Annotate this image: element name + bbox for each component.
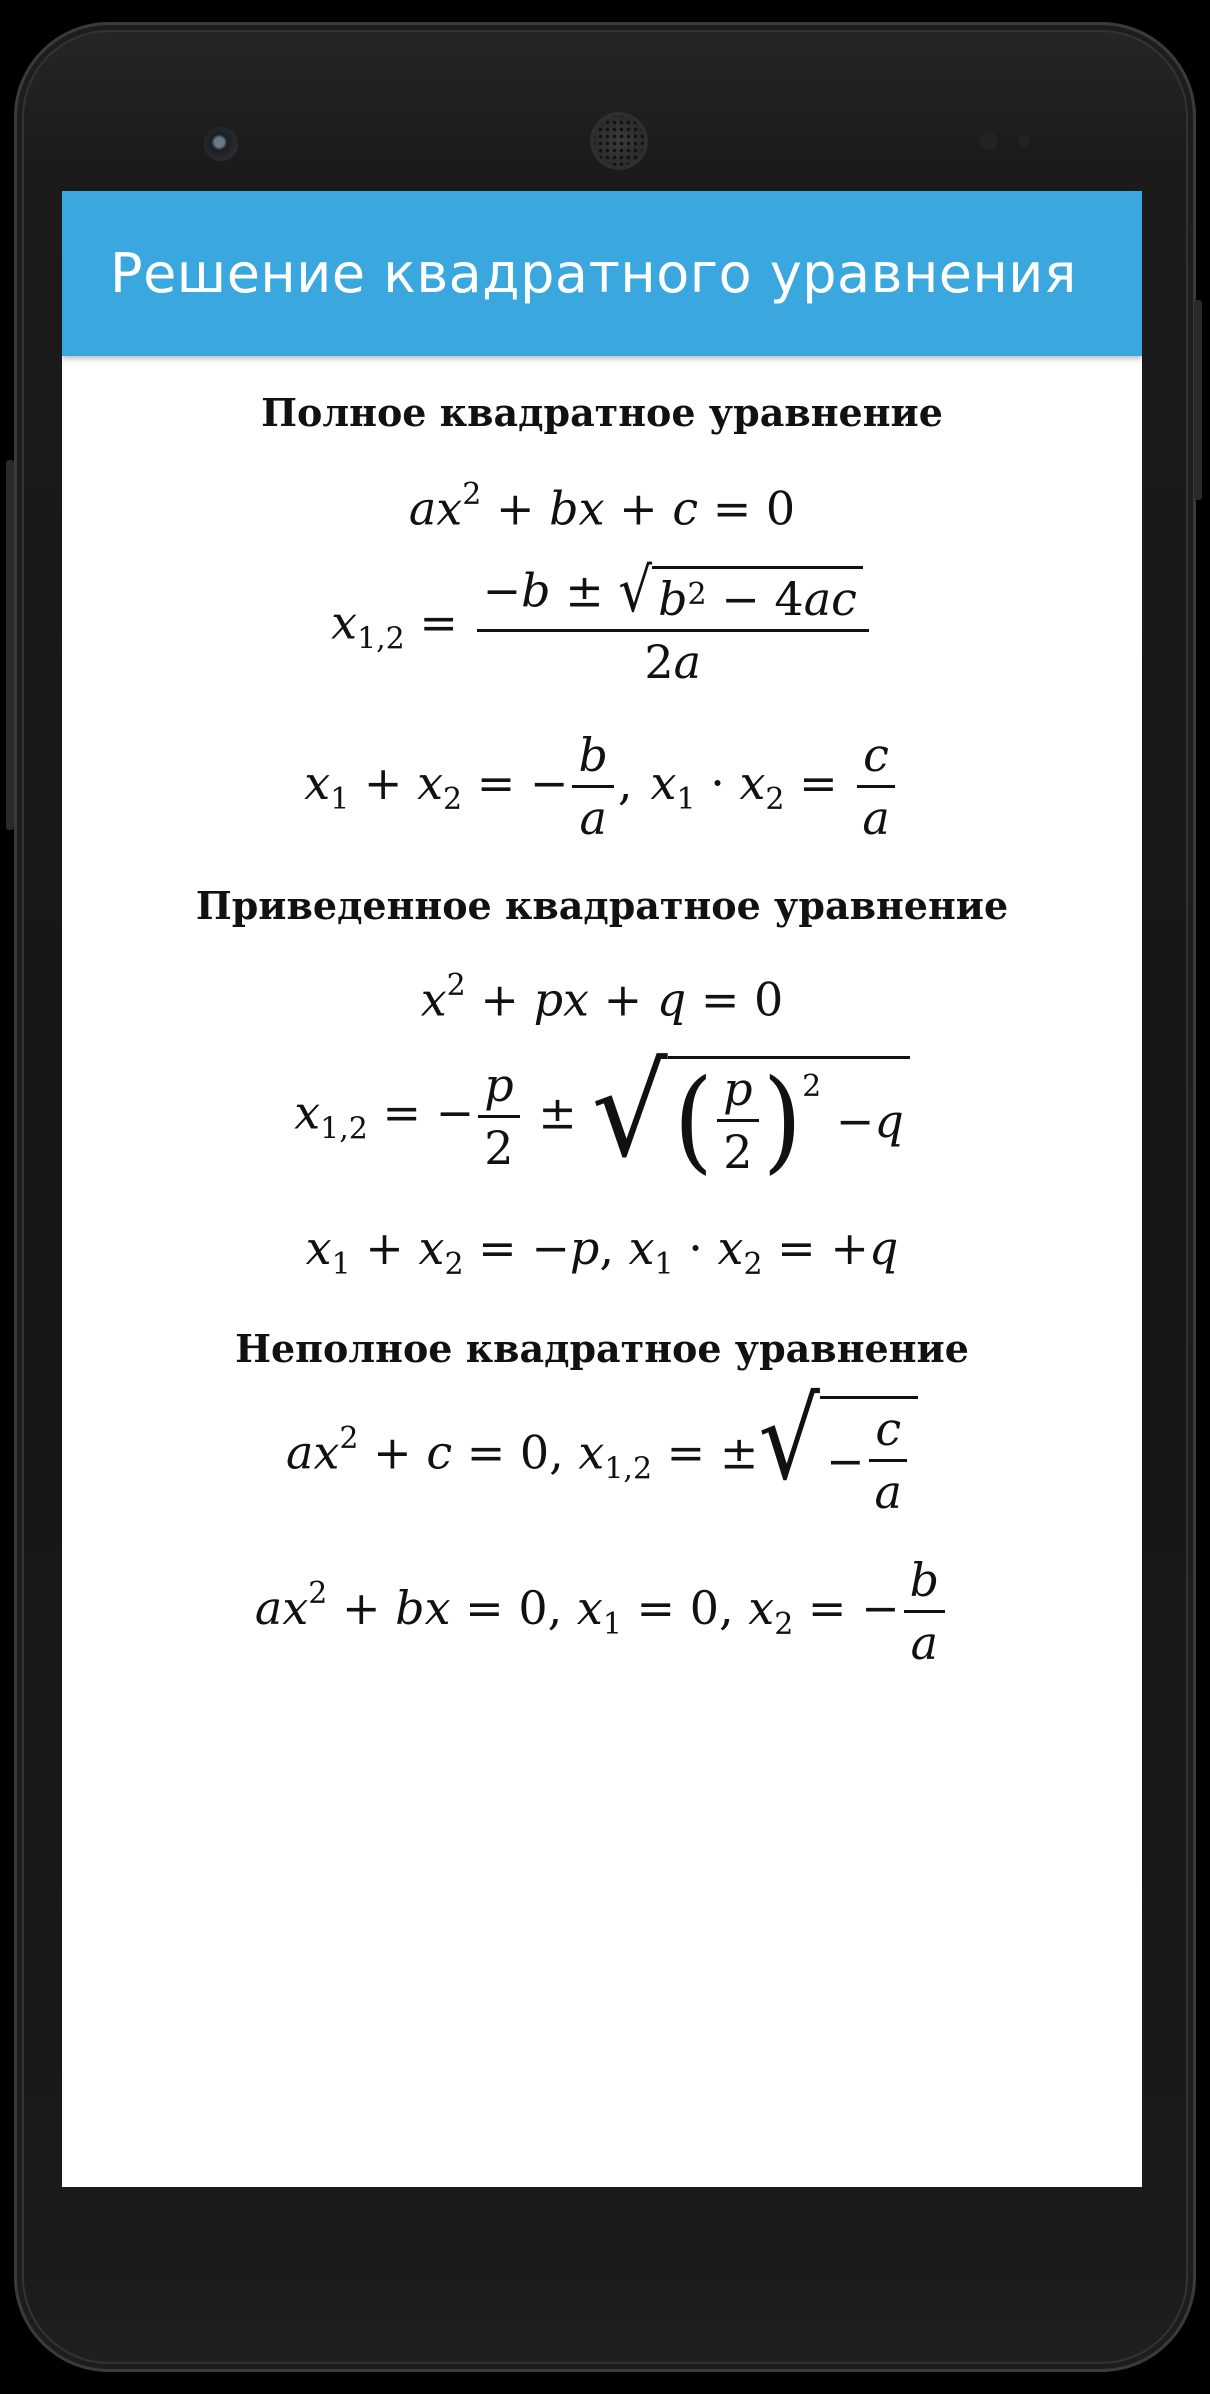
formula-reduced-form: $x^2$ + px + q = 0	[420, 968, 784, 1027]
formula-vieta-full: $x_1 + x_2$ = − $\frac{b}{a}$ , $x_1 \cdot x_2$ = $\frac{c}{a}$	[62, 731, 1142, 843]
formula-roots: $x_{1,2}$ = −b ± √ b $^2$ − 4 ac 2a	[62, 566, 1142, 687]
formula-vieta-reduced: $x_1 + x_2 = -p$, $x_1 \cdot x_2 = +q$	[305, 1221, 899, 1283]
section-heading-reduced: Приведенное квадратное уравнение	[195, 883, 1009, 928]
earpiece-speaker-icon	[590, 112, 648, 170]
formula-general-form: $ax^2$ + bx + c = 0	[408, 477, 796, 536]
formula-incomplete-b: $ax^2$ + bx = 0, $x_1 = 0$, $x_2$ = − $\frac{b}{a}$	[62, 1556, 1142, 1668]
formula-reduced-roots: $x_{1,2}$ = − $\frac{p}{2}$ ± √ ( $\frac{p}{2}$ ) $^2$ − q	[62, 1056, 1142, 1177]
light-sensor-icon	[1018, 135, 1030, 147]
front-camera-icon	[204, 127, 238, 161]
app-bar	[62, 191, 1142, 356]
app-screen	[62, 191, 1142, 2187]
formula-content[interactable]	[62, 356, 1142, 2156]
app-title: Решение квадратного уравнения	[110, 242, 1077, 305]
section-heading-full: Полное квадратное уравнение	[261, 390, 943, 435]
proximity-sensor-icon	[980, 132, 998, 150]
formula-incomplete-c: $ax^2 + c = 0$, $x_{1,2}$ = ± √ − $\frac{c}{a}$	[62, 1396, 1142, 1517]
volume-button	[1194, 300, 1202, 500]
power-button	[6, 460, 14, 830]
section-heading-incomplete: Неполное квадратное уравнение	[235, 1326, 969, 1371]
